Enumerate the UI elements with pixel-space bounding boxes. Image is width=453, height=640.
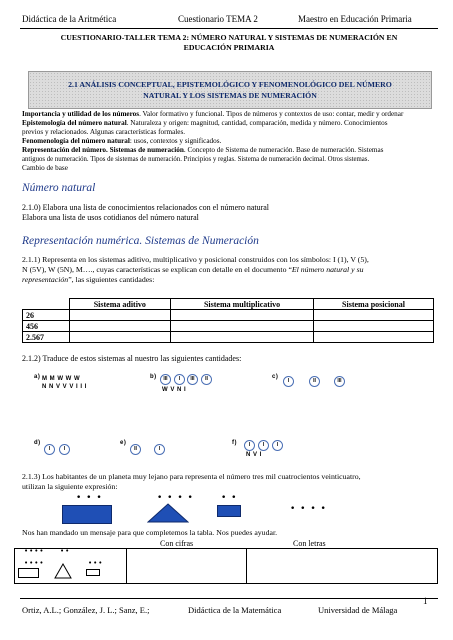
rectangle-shape xyxy=(62,505,112,524)
col-con-letras: Con letras xyxy=(293,539,326,548)
question-2-1-1: 2.1.1) Representa en los sistemas aditivo, multiplicativo y posicional construidos con los símbolos: I (1), V (5), N (5V), W (5N), M…., cuyas características se explican con detalle en el documento “El número natural y su representación”, las siguientes cantidades: xyxy=(22,255,369,284)
question-2-1-3: 2.1.3) Los habitantes de un planeta muy lejano para representa el número tres mil cuatrocientos veinticuatro, utilizan la siguiente expresión: xyxy=(22,472,361,491)
figure-a-bottom: N N V V V I I I xyxy=(42,384,87,390)
col-aditivo: Sistema aditivo xyxy=(69,299,171,310)
header-right: Maestro en Educación Primaria xyxy=(298,14,412,24)
document-title: CUESTIONARIO-TALLER TEMA 2: NÚMERO NATURAL Y SISTEMAS DE NUMERACIÓN EN EDUCACIÓN PRIMARIA xyxy=(60,33,398,52)
triangle-shape xyxy=(147,503,189,523)
question-2-1-0: 2.1.0) Elabora una lista de conocimientos relacionados con el número natural Elabora una lista de usos cotidianos del número natural xyxy=(22,203,270,222)
col-con-cifras: Con cifras xyxy=(160,539,194,548)
cifras-input-cell[interactable] xyxy=(127,549,246,583)
footer-rule xyxy=(20,598,438,599)
footer-subject: Didáctica de la Matemática xyxy=(188,605,282,615)
figure-b-bottom: W V N I xyxy=(162,387,187,393)
header-rule xyxy=(20,28,438,29)
heading-numero-natural: Número natural xyxy=(22,182,96,194)
small-rectangle-shape xyxy=(217,505,241,517)
table-row: 2.567 xyxy=(23,332,434,343)
col-multiplicativo: Sistema multiplicativo xyxy=(171,299,314,310)
triangle-icon xyxy=(54,563,72,579)
footer-authors: Ortiz, A.L.; González, J. L.; Sanz, E.; xyxy=(22,605,150,615)
section-title: 2.1 ANÁLISIS CONCEPTUAL, EPISTEMOLÓGICO Y FENOMENOLÓGICO DEL NÚMERO NATURAL Y LOS SISTEMAS DE NUMERACIÓN xyxy=(68,80,392,100)
systems-table xyxy=(22,298,434,343)
message-text: Nos han mandado un mensaje para que completemos la tabla. Nos puedes ayudar. xyxy=(22,528,278,537)
table-row: 456 xyxy=(23,321,434,332)
footer-university: Universidad de Málaga xyxy=(318,605,398,615)
header-center: Cuestionario TEMA 2 xyxy=(178,14,258,24)
col-posicional: Sistema posicional xyxy=(313,299,433,310)
figure-f-bottom: N V I xyxy=(246,452,262,458)
table-row: 26 xyxy=(23,310,434,321)
small-rectangle-icon xyxy=(18,568,39,578)
header-left: Didáctica de la Aritmética xyxy=(22,14,117,24)
figure-a-top: M M W W W xyxy=(42,376,81,382)
letras-input-cell[interactable] xyxy=(247,549,437,583)
page-number: 1 xyxy=(423,596,428,606)
question-2-1-2: 2.1.2) Traduce de estos sistemas al nuestro las siguientes cantidades: xyxy=(22,354,242,363)
intro-paragraph: Importancia y utilidad de los números. Valor formativo y funcional. Tipos de números y contextos de uso: contar, medir y ordenar Epistemología del número natural. Naturaleza y origen: magnitud, cantidad, comparación, medida y número. Conocimientos previos y relacionados. Algunas características formales. Fenomenología del número natural: usos, contextos y significados. Representación del número. Sistemas de numeración. Concepto de Sistema de numeración. Base de numeración. Sistemas antiguos de numeración. Tipos de sistemas de numeración. Principios y reglas. Sistema de numeración decimal. Otros sistemas. Cambio de base xyxy=(22,110,404,172)
heading-representacion: Representación numérica. Sistemas de Numeración xyxy=(22,235,259,247)
tiny-rectangle-icon xyxy=(86,569,100,576)
